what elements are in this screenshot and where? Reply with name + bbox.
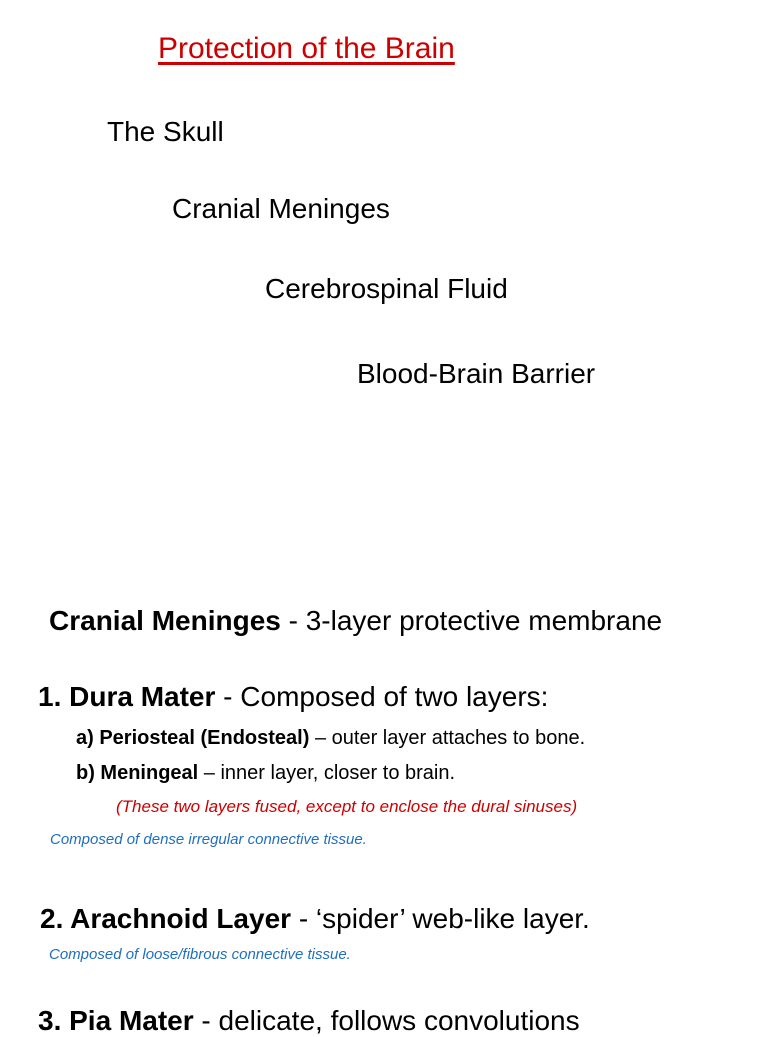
- dura-mater-title: 1. Dura Mater: [38, 681, 216, 712]
- dura-periosteal-item: [76, 727, 585, 750]
- arachnoid-heading: [40, 903, 590, 935]
- topic-cerebrospinal-fluid: Cerebrospinal Fluid: [265, 273, 508, 304]
- dura-meningeal-item: [76, 762, 455, 785]
- dura-tissue-note: Composed of dense irregular connective tissue.: [50, 831, 367, 848]
- topic-skull: The Skull: [107, 116, 224, 147]
- pia-mater-desc: - delicate, follows convolutions: [193, 1005, 580, 1036]
- meninges-heading: [49, 605, 662, 637]
- dura-fused-note: (These two layers fused, except to enclose the dural sinuses): [116, 797, 578, 816]
- dura-mater-heading: [38, 681, 548, 713]
- arachnoid-tissue-note: Composed of loose/fibrous connective tissue.: [49, 946, 351, 963]
- periosteal-label: a) Periosteal (Endosteal): [76, 727, 310, 749]
- arachnoid-desc: - ‘spider’ web-like layer.: [291, 903, 590, 934]
- meningeal-desc: – inner layer, closer to brain.: [198, 762, 456, 784]
- meninges-heading-rest: - 3-layer protective membrane: [280, 605, 663, 636]
- pia-mater-title: 3. Pia Mater: [38, 1005, 194, 1036]
- page-title: Protection of the Brain: [158, 32, 455, 65]
- arachnoid-title: 2. Arachnoid Layer: [40, 903, 292, 934]
- meninges-heading-bold: Cranial Meninges: [49, 605, 281, 636]
- dura-mater-desc: - Composed of two layers:: [215, 681, 549, 712]
- pia-mater-heading: [38, 1005, 580, 1037]
- periosteal-desc: – outer layer attaches to bone.: [309, 727, 586, 749]
- topic-cranial-meninges: Cranial Meninges: [172, 193, 390, 224]
- topic-blood-brain-barrier: Blood-Brain Barrier: [357, 358, 596, 389]
- meningeal-label: b) Meningeal: [76, 762, 199, 784]
